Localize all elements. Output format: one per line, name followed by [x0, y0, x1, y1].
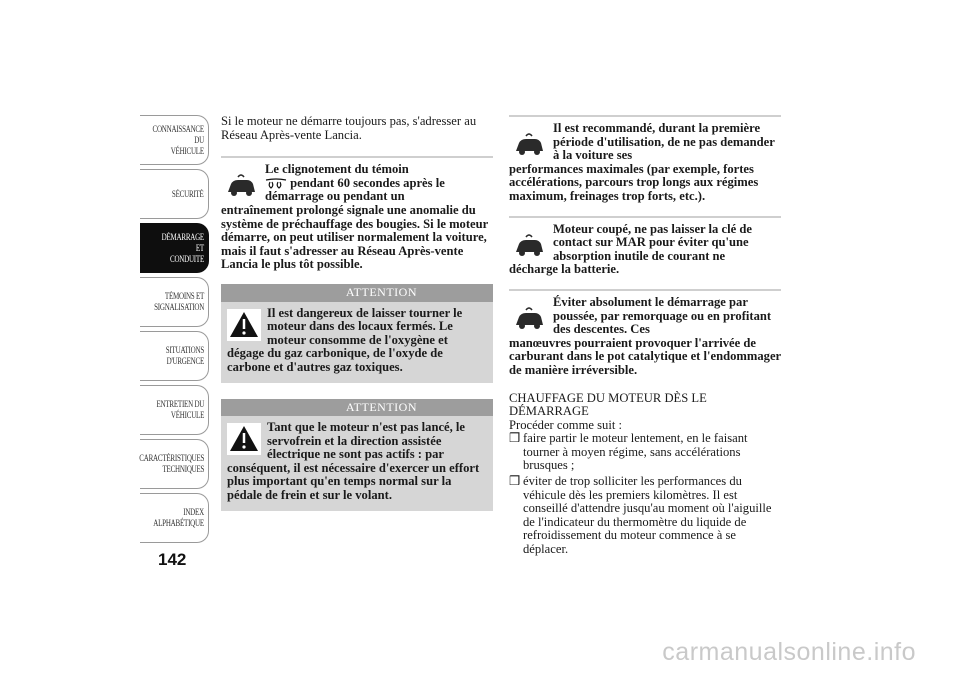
attention-first: Tant que le moteur n'est pas lancé, le servofrein et la direction assistée: [267, 420, 466, 448]
note-push-start: [509, 289, 781, 378]
tab-label: SÉCURITÉ: [172, 188, 204, 199]
warning-triangle-icon: [227, 309, 261, 341]
checkbox-bullet-icon: ❒: [509, 431, 521, 446]
tab-demarrage-conduite[interactable]: [140, 223, 209, 273]
list-item: [509, 432, 781, 473]
note-key-mar: [509, 216, 781, 277]
tab-securite[interactable]: [140, 169, 209, 219]
intro-paragraph: Si le moteur ne démarre toujours pas, s'adresser au Réseau Après-vente Lancia.: [221, 114, 477, 142]
note-first: Il est recommandé, durant la première période d'utilisation, de ne pas demander à la voiture ses: [553, 121, 775, 163]
tab-label: DÉMARRAGE ET CONDUITE: [161, 231, 204, 264]
watermark: carmanualsonline.info: [662, 638, 916, 666]
tab-temoins-signalisation[interactable]: [140, 277, 209, 327]
tab-situations-urgence[interactable]: [140, 331, 209, 381]
tab-caracteristiques-techniques[interactable]: [140, 439, 209, 489]
attention-rest: électrique ne sont pas actifs : par conséquent, il est nécessaire d'exercer un effort plus important qu'en temps normal sur la pédale de frein et sur le volant.: [227, 447, 480, 503]
car-note-icon: [511, 128, 547, 160]
car-note-icon: [511, 302, 547, 334]
section-heading: CHAUFFAGE DU MOTEUR DÈS LE DÉMARRAGE: [509, 390, 707, 419]
note-line-2: [221, 177, 493, 204]
list-item: [509, 475, 781, 557]
chapter-tabs: [140, 115, 211, 547]
tab-connaissance-vehicule[interactable]: [140, 115, 209, 165]
tab-index-alphabetique[interactable]: [140, 493, 209, 543]
note-first: Moteur coupé, ne pas laisser la clé de contact sur MAR pour éviter qu'une absorption inutile de courant ne: [553, 221, 752, 263]
note-line-2-text: pendant 60 secondes après le démarrage ou pendant un: [265, 175, 445, 204]
attention-box-2: [221, 399, 493, 511]
glow-plug-icon: [265, 178, 287, 190]
tab-label: INDEX ALPHABÉTIQUE: [153, 507, 204, 528]
tab-entretien-vehicule[interactable]: [140, 385, 209, 435]
note-body: entraînement prolongé signale une anomalie du système de préchauffage des bougies. Si le moteur démarre, on peut utiliser normalement la voiture, mais il faut s'adresser au Réseau Après-vente Lancia le plus tôt possible.: [221, 202, 489, 272]
attention-title: ATTENTION: [221, 284, 493, 302]
tab-label: CARACTÉRISTIQUES TECHNIQUES: [139, 453, 204, 474]
attention-box-1: [221, 284, 493, 383]
left-column: [221, 115, 493, 527]
tab-label: TÉMOINS ET SIGNALISATION: [153, 291, 204, 312]
right-column: [509, 115, 781, 559]
note-first: Éviter absolument le démarrage par poussée, par remorquage ou en profitant des descentes. Ces: [553, 294, 772, 337]
procedure-list: [509, 432, 781, 556]
car-note-icon: [511, 229, 547, 261]
tab-label: CONNAISSANCE DU VÉHICULE: [152, 123, 204, 156]
attention-title: ATTENTION: [221, 399, 493, 417]
section-lead: Procéder comme suit :: [509, 417, 622, 432]
note-line-1: Le clignotement du témoin: [265, 162, 409, 177]
attention-first: Il est dangereux de laisser tourner le moteur dans des locaux fermés. Le: [267, 305, 463, 334]
list-item-text: éviter de trop solliciter les performances du véhicule dès les premiers kilomètres. Il est conseillé d'attendre jusqu'au moment où l'aiguille de l'indicateur du thermomètre du liquide de refroidissement du moteur commence à se déplacer.: [523, 474, 772, 557]
page-number: 142: [158, 550, 187, 569]
note-rest: performances maximales (par exemple, fortes accélérations, parcours trop longs aux régimes maximum, freinages trop forts, etc.).: [509, 161, 759, 203]
note-rest: décharge la batterie.: [509, 262, 620, 277]
list-item-text: faire partir le moteur lentement, en le faisant tourner à moyen régime, sans accélérations brusques ;: [523, 431, 748, 473]
tab-label: SITUATIONS D'URGENCE: [165, 345, 204, 366]
car-note-icon: [223, 169, 259, 201]
tab-label: ENTRETIEN DU VÉHICULE: [156, 399, 204, 420]
attention-rest: moteur consomme de l'oxygène et dégage du gaz carbonique, de l'oxyde de carbone et d'autres gaz toxiques.: [227, 332, 448, 374]
warning-triangle-icon: [227, 423, 261, 455]
note-glow-plug: [221, 156, 493, 272]
checkbox-bullet-icon: ❒: [509, 474, 521, 489]
note-running-in: [509, 115, 781, 204]
note-rest: manœuvres pourraient provoquer l'arrivée de carburant dans le pot catalytique et l'endommager de manière irréversible.: [509, 335, 781, 377]
